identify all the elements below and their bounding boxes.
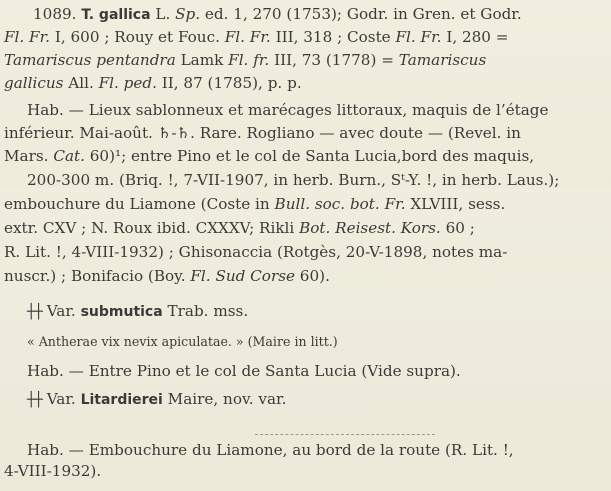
- variety-name: Litardierei: [80, 392, 163, 408]
- habitat-line-1: Hab. — Lieux sablonneux et marécages littoraux, maquis de l’étage: [27, 101, 549, 119]
- divider: [255, 434, 435, 435]
- habitat-line-7: R. Lit. !, 4-VIII-1932) ; Ghisonaccia (Rotgès, 20-V-1898, notes ma-: [4, 243, 508, 261]
- cross-symbol: ┼┼: [27, 304, 42, 320]
- entry-line-4: gallicus All. Fl. ped. II, 87 (1785), p. p.: [4, 74, 302, 92]
- habitat-line-8: nuscr.) ; Bonifacio (Boy. Fl. Sud Corse 60).: [4, 267, 330, 285]
- entry-line-2: Fl. Fr. I, 600 ; Rouy et Fouc. Fl. Fr. III, 318 ; Coste Fl. Fr. I, 280 =: [4, 28, 509, 46]
- habitat-line-5: embouchure du Liamone (Coste in Bull. soc. bot. Fr. XLVIII, sess.: [4, 195, 506, 213]
- entry-line-3: Tamariscus pentandra Lamk Fl. fr. III, 73 (1778) = Tamariscus: [4, 51, 487, 69]
- habitat-variety-1: Hab. — Entre Pino et le col de Santa Lucia (Vide supra).: [27, 362, 461, 380]
- variety-name: submutica: [80, 304, 163, 320]
- habitat-line-6: extr. CXV ; N. Roux ibid. CXXXV; Rikli Bot. Reisest. Kors. 60 ;: [4, 219, 475, 237]
- variety-litardierei: ┼┼ Var. Litardierei Maire, nov. var.: [27, 390, 287, 408]
- entry-line-1: 1089. T. gallica L. Sp. ed. 1, 270 (1753); Godr. in Gren. et Godr.: [33, 5, 522, 23]
- habitat-variety-2-line-2: 4-VIII-1932).: [4, 462, 102, 480]
- habitat-line-2: inférieur. Mai-août. ♄-♄. Rare. Rogliano — avec doute — (Revel. in: [4, 124, 521, 142]
- cross-symbol: ┼┼: [27, 392, 42, 408]
- habitat-line-4: 200-300 m. (Briq. !, 7-VII-1907, in herb. Burn., Sᵗ-Y. !, in herb. Laus.);: [27, 171, 560, 189]
- species-name: T. gallica: [81, 7, 151, 23]
- habitat-variety-2-line-1: Hab. — Embouchure du Liamone, au bord de la route (R. Lit. !,: [27, 441, 514, 459]
- variety-submutica: ┼┼ Var. submutica Trab. mss.: [27, 302, 249, 320]
- habitat-line-3: Mars. Cat. 60)¹; entre Pino et le col de Santa Lucia,bord des maquis,: [4, 147, 535, 165]
- quote: « Antherae vix nevix apiculatae. » (Maire in litt.): [27, 334, 338, 349]
- entry-number: 1089.: [33, 5, 77, 23]
